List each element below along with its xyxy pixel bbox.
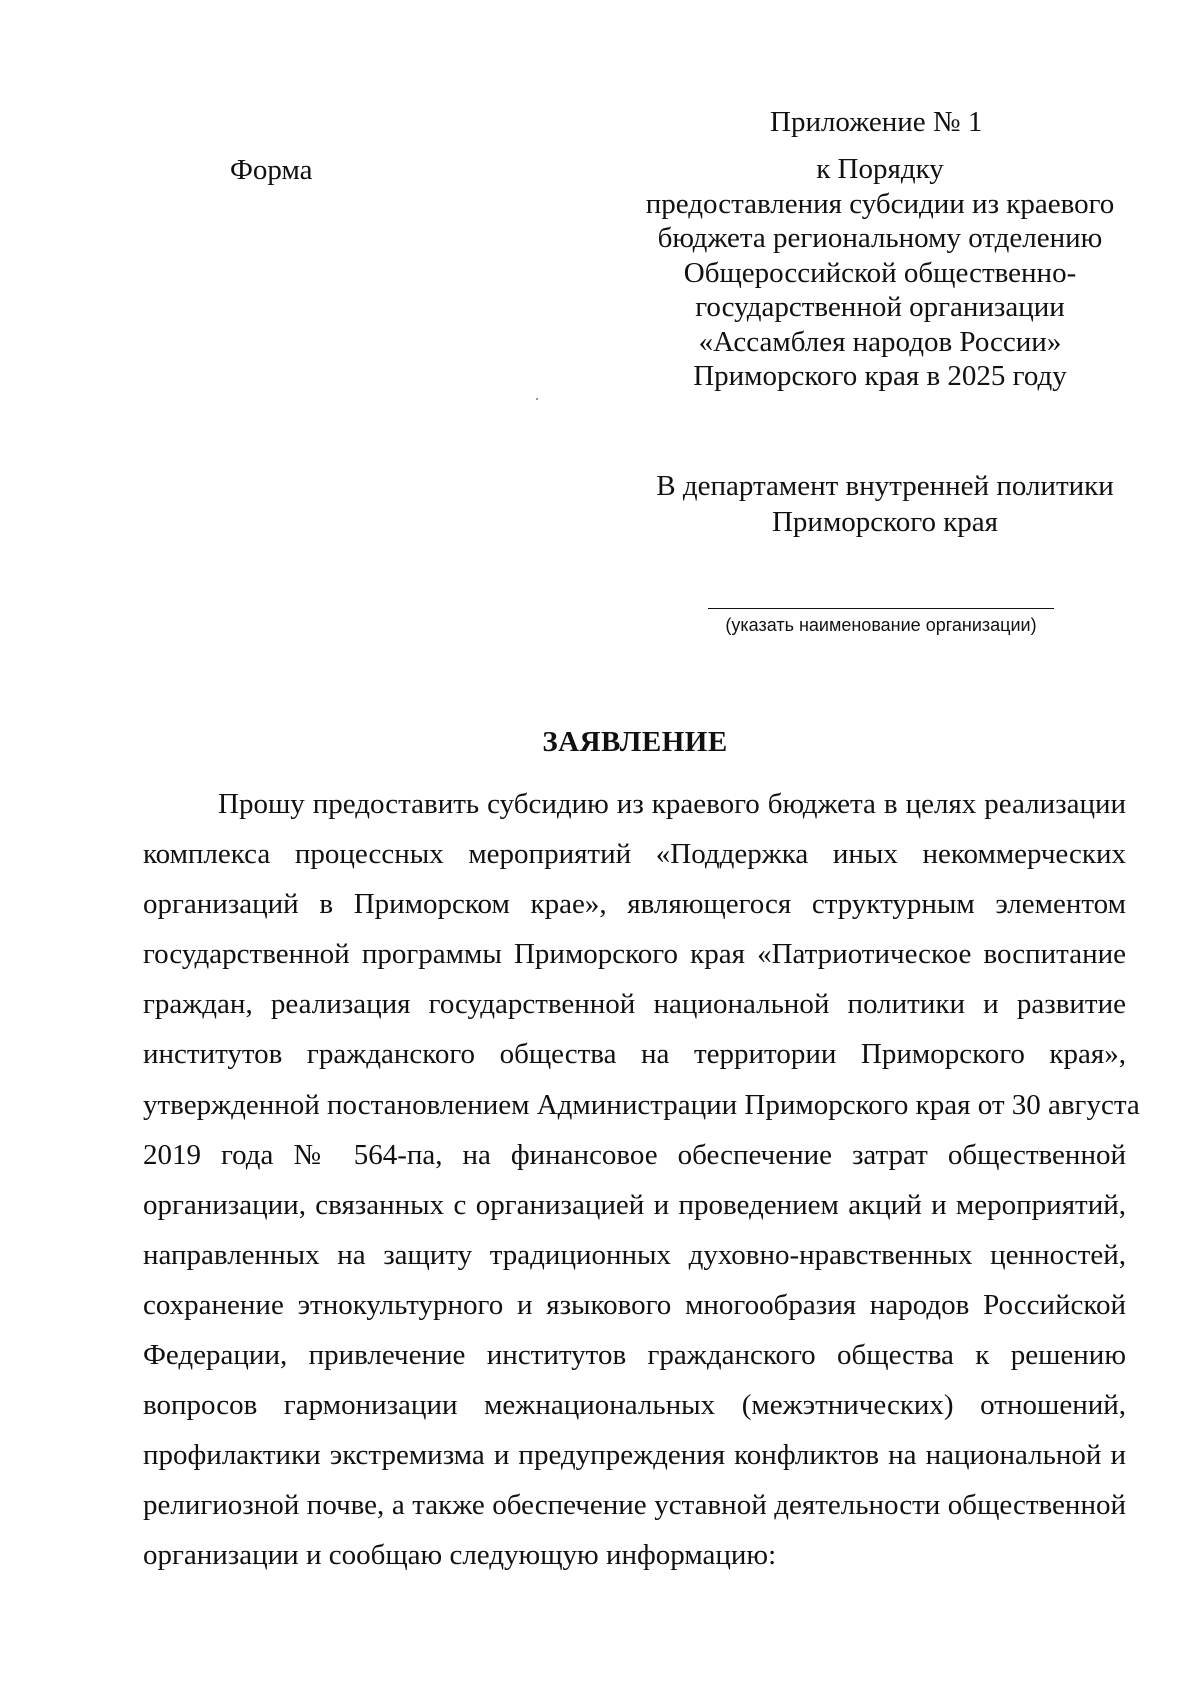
appendix-reference-line: Приморского края в 2025 году — [693, 360, 1067, 392]
body-line: комплекса процессных мероприятий «Поддержка иных некоммерческих — [143, 838, 1126, 871]
appendix-reference-line: к Порядку — [816, 153, 944, 185]
organization-name-caption: (указать наименование организации) — [725, 615, 1037, 635]
appendix-reference-line: предоставления субсидии из краевого — [645, 187, 1115, 220]
body-line: организаций в Приморском крае», являющегося структурным элементом — [143, 888, 1126, 921]
body-line: организации, связанных с организацией и проведением акций и мероприятий, — [143, 1188, 1126, 1221]
body-line: вопросов гармонизации межнациональных (межэтнических) отношений, — [143, 1389, 1126, 1422]
addressee-block — [640, 468, 1130, 540]
body-line: Федерации, привлечение институтов гражданского общества к решению — [143, 1339, 1126, 1372]
body-line: организации и сообщаю следующую информацию: — [143, 1539, 777, 1572]
body-line: государственной программы Приморского края «Патриотическое воспитание — [143, 938, 1126, 971]
appendix-reference-line: «Ассамблея народов России» — [698, 325, 1062, 358]
appendix-title: Приложение № 1 — [770, 106, 983, 138]
addressee-line: Приморского края — [771, 506, 999, 538]
body-line: сохранение этнокультурного и языкового многообразия народов Российской — [143, 1288, 1126, 1321]
body-line: институтов гражданского общества на территории Приморского края», — [143, 1038, 1126, 1071]
application-body — [143, 786, 1140, 1588]
body-line: направленных на защиту традиционных духовно-нравственных ценностей, — [143, 1238, 1126, 1271]
form-label: Форма — [230, 154, 313, 186]
appendix-reference — [630, 152, 1130, 394]
body-line: профилактики экстремизма и предупреждения конфликтов на национальной и — [143, 1439, 1126, 1472]
document-title: ЗАЯВЛЕНИЕ — [542, 726, 728, 758]
scan-speck — [536, 398, 538, 400]
appendix-reference-line: бюджета региональному отделению — [657, 222, 1103, 254]
body-line: утвержденной постановлением Администрации Приморского края от 30 августа — [143, 1088, 1140, 1121]
addressee-line: В департамент внутренней политики — [656, 470, 1114, 502]
appendix-reference-line: Общероссийской общественно- — [683, 256, 1077, 289]
organization-name-blank — [708, 608, 1054, 609]
body-line: граждан, реализация государственной национальной политики и развитие — [143, 988, 1126, 1021]
appendix-reference-line: государственной организации — [695, 291, 1065, 323]
body-line: 2019 года № 564-па, на финансовое обеспечение затрат общественной — [143, 1138, 1126, 1171]
body-line: религиозной почве, а также обеспечение уставной деятельности общественной — [143, 1489, 1126, 1522]
body-line: Прошу предоставить субсидию из краевого бюджета в целях реализации — [218, 788, 1126, 820]
